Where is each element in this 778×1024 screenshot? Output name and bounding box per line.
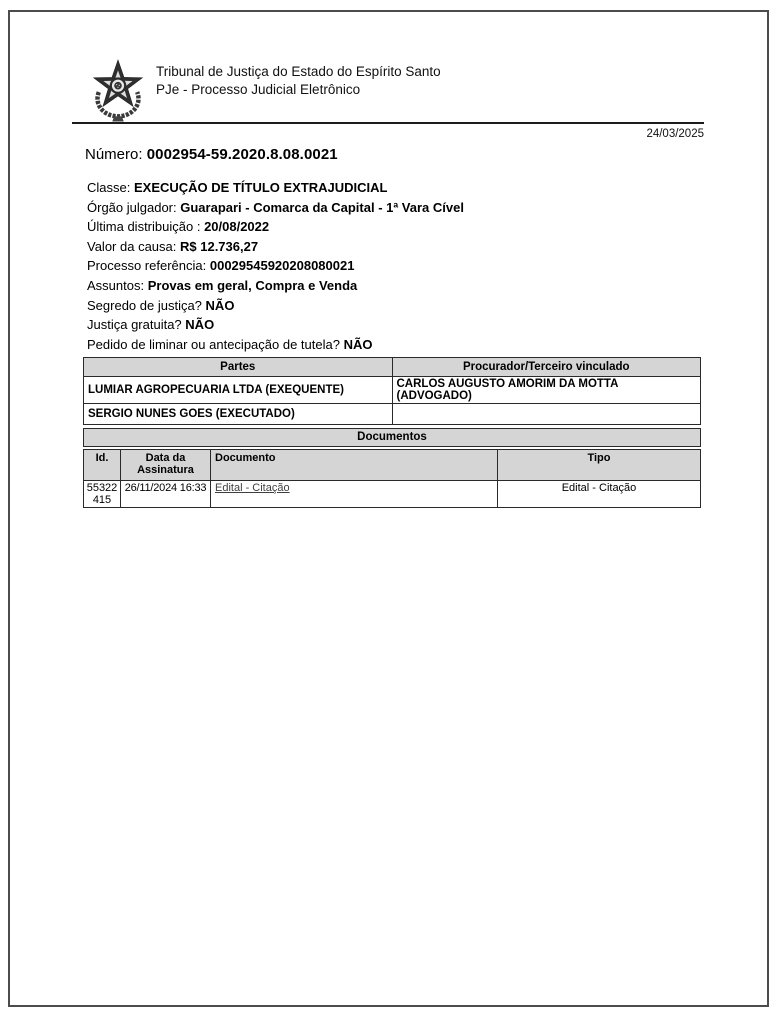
documentos-caption: Documentos [83,428,701,447]
data-assinatura-column-header: Data da Assinatura [121,450,211,481]
detail-processo-referencia: Processo referência: 00029545920208080021 [87,258,355,274]
documentos-table [83,449,701,508]
parte-executado: SERGIO NUNES GOES (EXECUTADO) [84,404,393,425]
documento-link[interactable]: Edital - Citação [215,482,290,494]
tables-section [83,357,701,508]
procurador-column-header: Procurador/Terceiro vinculado [392,358,701,377]
tipo-column-header: Tipo [498,450,701,481]
detail-classe: Classe: EXECUÇÃO DE TÍTULO EXTRAJUDICIAL [87,180,388,195]
brazil-coat-of-arms-icon [86,55,150,124]
table-row [84,404,701,425]
partes-column-header: Partes [84,358,393,377]
detail-valor-causa: Valor da causa: R$ 12.736,27 [87,238,259,254]
detail-pedido-liminar: Pedido de liminar ou antecipação de tutela? NÃO [87,336,373,352]
documentos-header-row [84,450,701,481]
print-date: 24/03/2025 [646,128,704,140]
table-row [84,377,701,404]
document-header [156,63,441,98]
detail-assuntos: Assuntos: Provas em geral, Compra e Venda [87,277,358,293]
documento-id: 55322415 [84,481,121,508]
detail-ultima-distribuicao: Última distribuição : 20/08/2022 [87,219,270,235]
process-number-value: 0002954-59.2020.8.08.0021 [146,146,338,163]
process-number-line [85,146,338,163]
tribunal-title: Tribunal de Justiça do Estado do Espírito Santo [156,64,441,79]
procurador-empty-cell [392,404,701,425]
documento-column-header: Documento [211,450,498,481]
detail-justica-gratuita: Justiça gratuita? NÃO [87,317,215,333]
id-column-header: Id. [84,450,121,481]
partes-header-row [84,358,701,377]
documento-cell [211,481,498,508]
header-divider [72,122,704,124]
detail-segredo-justica: Segredo de justiça? NÃO [87,297,235,313]
partes-table [83,357,701,425]
documento-tipo: Edital - Citação [498,481,701,508]
detail-orgao-julgador: Órgão julgador: Guarapari - Comarca da Capital - 1ª Vara Cível [87,199,464,215]
procurador-advogado: CARLOS AUGUSTO AMORIM DA MOTTA (ADVOGADO) [392,377,701,404]
process-number-label: Número: [85,146,143,163]
process-details [87,178,464,354]
parte-exequente: LUMIAR AGROPECUARIA LTDA (EXEQUENTE) [84,377,393,404]
table-row [84,481,701,508]
pje-subtitle: PJe - Processo Judicial Eletrônico [156,81,361,97]
documento-data-assinatura: 26/11/2024 16:33 [121,481,211,508]
